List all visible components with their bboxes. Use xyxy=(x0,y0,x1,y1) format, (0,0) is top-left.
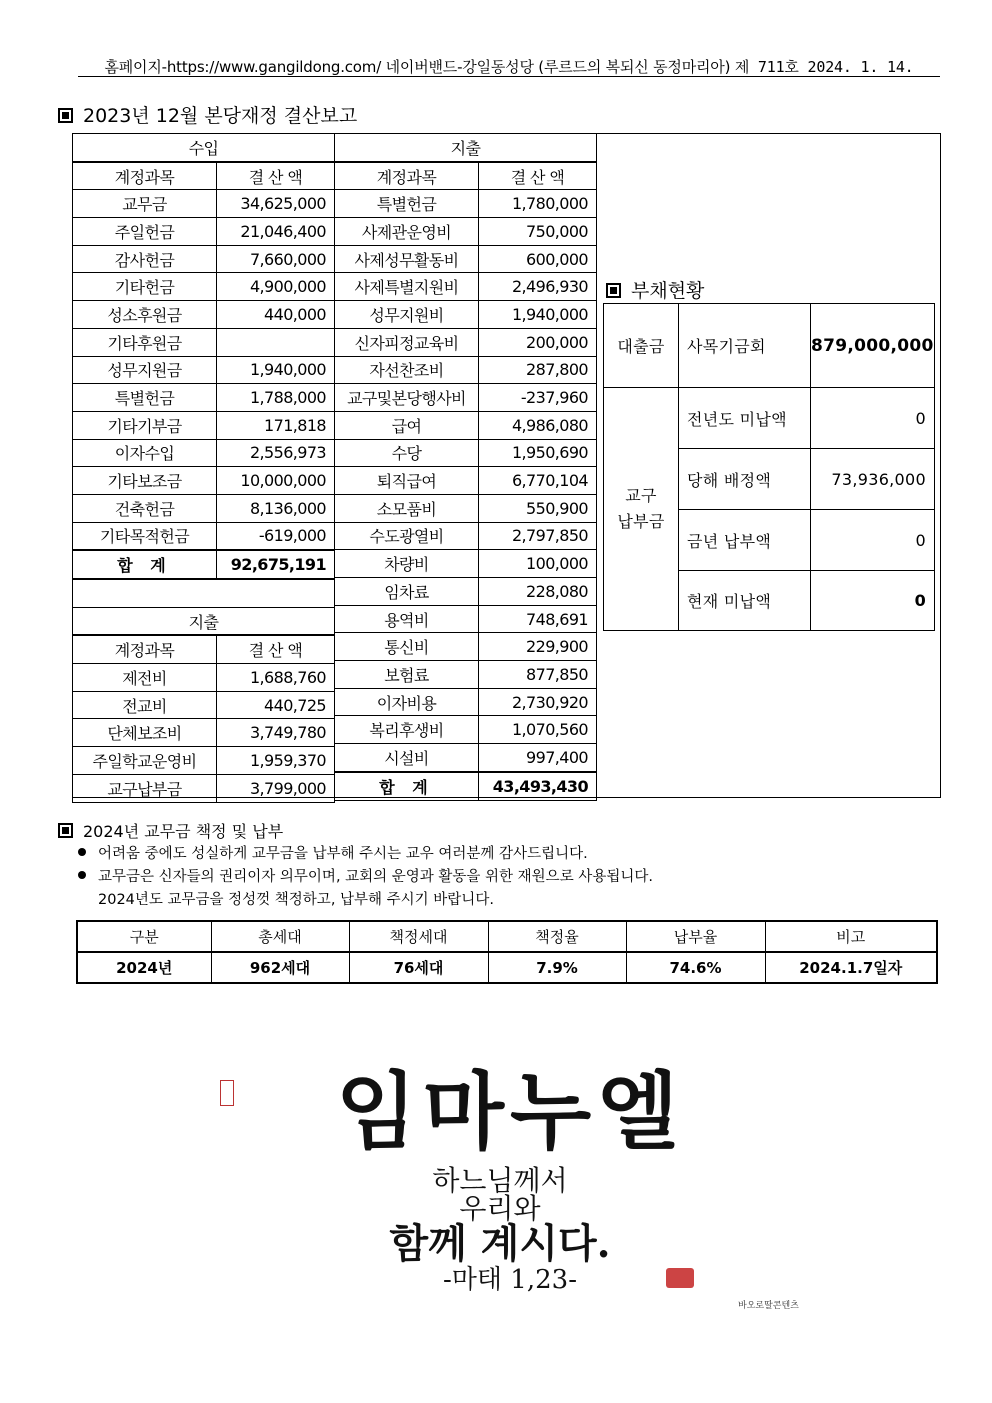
amount-cell: 1,070,560 xyxy=(479,716,597,744)
amount-cell: -619,000 xyxy=(217,522,335,550)
amount-cell: 171,818 xyxy=(217,411,335,439)
income-total-label: 합 계 xyxy=(73,550,217,579)
amount-cell: 1,780,000 xyxy=(479,190,597,218)
amount-cell: 34,625,000 xyxy=(217,190,335,218)
table-row xyxy=(73,245,335,273)
account-cell: 사제성무활동비 xyxy=(335,245,479,273)
account-cell: 전교비 xyxy=(73,691,217,719)
table-header-cell: 구분 xyxy=(77,921,211,952)
expense-table xyxy=(334,133,597,801)
account-cell: 급여 xyxy=(335,411,479,439)
table-row xyxy=(73,301,335,329)
loan-label: 대출금 xyxy=(604,304,679,388)
account-cell: 퇴직급여 xyxy=(335,467,479,495)
amount-cell: 229,900 xyxy=(479,633,597,661)
amount-cell: 440,000 xyxy=(217,301,335,329)
account-cell: 주일학교운영비 xyxy=(73,747,217,775)
account-cell: 복리후생비 xyxy=(335,716,479,744)
account-cell: 교구납부금 xyxy=(73,774,217,802)
table-row xyxy=(73,328,335,356)
table-row xyxy=(73,522,335,550)
expense-sub-header-row xyxy=(73,607,335,635)
account-cell: 기타헌금 xyxy=(73,273,217,301)
table-row xyxy=(335,744,597,772)
spacer-cell xyxy=(73,579,335,607)
account-cell: 성소후원금 xyxy=(73,301,217,329)
account-cell: 특별헌금 xyxy=(73,384,217,412)
table-header-cell: 총세대 xyxy=(211,921,349,952)
account-cell: 자선찬조비 xyxy=(335,356,479,384)
table-cell: 2024.1.7일자 xyxy=(765,952,937,983)
amount-cell: 3,749,780 xyxy=(217,719,335,747)
table-row xyxy=(335,716,597,744)
account-cell: 교구및본당행사비 xyxy=(335,384,479,412)
amount-cell: 440,725 xyxy=(217,691,335,719)
header-text: 홈페이지-https://www.gangildong.com/ 네이버밴드-강일동성당 (루르드의 복되신 동정마리아) xyxy=(104,58,731,76)
table-row xyxy=(73,494,335,522)
diocese-row-label: 금년 납부액 xyxy=(679,510,811,571)
amount-cell: 8,136,000 xyxy=(217,494,335,522)
calligraphy-line3: 함께 계시다. xyxy=(389,1220,611,1267)
amount-cell: 1,959,370 xyxy=(217,747,335,775)
amount-cell: 2,496,930 xyxy=(479,273,597,301)
table-row xyxy=(73,774,335,802)
amount-cell: 4,986,080 xyxy=(479,411,597,439)
list-item xyxy=(78,843,653,866)
account-cell: 차량비 xyxy=(335,550,479,578)
table-row xyxy=(335,550,597,578)
table-row xyxy=(335,328,597,356)
expense-sub-header: 지출 xyxy=(73,607,335,635)
col-amount: 결 산 액 xyxy=(217,635,335,663)
table-cell: 74.6% xyxy=(626,952,765,983)
col-account: 계정과목 xyxy=(73,162,217,190)
diocese-row-amount: 0 xyxy=(811,571,935,631)
diocese-row-amount: 0 xyxy=(811,388,935,449)
tithe-notes xyxy=(78,843,653,912)
diocese-row-amount: 73,936,000 xyxy=(811,449,935,510)
list-item xyxy=(78,866,653,889)
col-account: 계정과목 xyxy=(73,635,217,663)
square-bullet-icon xyxy=(58,108,73,123)
header-divider xyxy=(78,76,940,77)
amount-cell: 877,850 xyxy=(479,661,597,689)
account-cell: 소모품비 xyxy=(335,494,479,522)
tithe-table xyxy=(76,920,938,984)
table-row xyxy=(335,273,597,301)
report-title-text: 2023년 12월 본당재정 결산보고 xyxy=(83,105,358,127)
table-row xyxy=(73,439,335,467)
debt-title-text: 부채현황 xyxy=(631,280,705,302)
red-seal-icon xyxy=(666,1268,694,1288)
amount-cell: 287,800 xyxy=(479,356,597,384)
amount-cell: -237,960 xyxy=(479,384,597,412)
table-row xyxy=(335,439,597,467)
table-row xyxy=(73,356,335,384)
calligraphy-line2: 우리와 xyxy=(459,1192,541,1225)
amount-cell: 600,000 xyxy=(479,245,597,273)
report-title xyxy=(58,101,357,128)
amount-cell: 21,046,400 xyxy=(217,218,335,246)
amount-cell: 100,000 xyxy=(479,550,597,578)
table-header-cell: 비고 xyxy=(765,921,937,952)
spacer-row xyxy=(73,579,335,607)
table-row xyxy=(73,691,335,719)
col-amount: 결 산 액 xyxy=(217,162,335,190)
account-cell: 보험료 xyxy=(335,661,479,689)
bullet-text: 2024년도 교무금을 정성껏 책정하고, 납부해 주시기 바랍니다. xyxy=(98,892,494,908)
amount-cell: 10,000,000 xyxy=(217,467,335,495)
amount-cell: 997,400 xyxy=(479,744,597,772)
account-cell: 주일헌금 xyxy=(73,218,217,246)
account-cell: 기타기부금 xyxy=(73,411,217,439)
tithe-title xyxy=(58,819,283,842)
seal-stamp-icon xyxy=(220,1080,234,1106)
account-cell: 건축헌금 xyxy=(73,494,217,522)
account-cell: 임차료 xyxy=(335,578,479,606)
account-cell: 감사헌금 xyxy=(73,245,217,273)
account-cell: 이자비용 xyxy=(335,688,479,716)
amount-cell: 2,556,973 xyxy=(217,439,335,467)
calligraphy-art xyxy=(220,1062,780,1295)
diocese-row-label: 현재 미납액 xyxy=(679,571,811,631)
amount-cell: 1,788,000 xyxy=(217,384,335,412)
income-total-amount: 92,675,191 xyxy=(217,550,335,579)
table-row xyxy=(77,921,937,952)
page-header xyxy=(78,56,940,76)
col-account: 계정과목 xyxy=(335,162,479,190)
amount-cell: 1,950,690 xyxy=(479,439,597,467)
calligraphy-main: 임마누엘 xyxy=(335,1062,685,1161)
table-row xyxy=(335,688,597,716)
account-cell: 기타후원금 xyxy=(73,328,217,356)
diocese-row-amount: 0 xyxy=(811,510,935,571)
col-amount: 결 산 액 xyxy=(479,162,597,190)
table-row xyxy=(335,578,597,606)
income-header: 수입 xyxy=(73,134,335,162)
tithe-title-text: 2024년 교무금 책정 및 납부 xyxy=(83,822,284,841)
table-row xyxy=(73,747,335,775)
table-header-cell: 책정율 xyxy=(488,921,626,952)
table-header-cell: 책정세대 xyxy=(349,921,488,952)
amount-cell: 2,730,920 xyxy=(479,688,597,716)
issue-number: 제 711호 2024. 1. 14. xyxy=(734,58,914,76)
amount-cell xyxy=(217,328,335,356)
table-row xyxy=(335,467,597,495)
image-credit: 바오로딸콘텐츠 xyxy=(738,1301,799,1311)
table-row xyxy=(73,384,335,412)
expense-total-row xyxy=(335,772,597,800)
account-cell: 기타보조금 xyxy=(73,467,217,495)
amount-cell: 4,900,000 xyxy=(217,273,335,301)
amount-cell: 6,770,104 xyxy=(479,467,597,495)
amount-cell: 1,940,000 xyxy=(479,301,597,329)
loan-amount: 879,000,000 xyxy=(811,304,935,388)
bullet-dot-icon xyxy=(78,871,86,879)
bullet-dot-icon xyxy=(78,848,86,856)
table-row xyxy=(335,356,597,384)
amount-cell: 750,000 xyxy=(479,218,597,246)
calligraphy-line1: 하느님께서 xyxy=(432,1164,568,1197)
account-cell: 기타목적헌금 xyxy=(73,522,217,550)
table-row xyxy=(335,522,597,550)
table-row xyxy=(335,633,597,661)
account-cell: 신자피정교육비 xyxy=(335,328,479,356)
account-cell: 이자수입 xyxy=(73,439,217,467)
table-row xyxy=(73,218,335,246)
amount-cell: 1,688,760 xyxy=(217,664,335,692)
table-row xyxy=(73,635,335,663)
expense-total-label: 합 계 xyxy=(335,772,479,800)
table-row xyxy=(73,411,335,439)
square-bullet-icon xyxy=(606,283,621,298)
amount-cell: 550,900 xyxy=(479,494,597,522)
account-cell: 용역비 xyxy=(335,605,479,633)
account-cell: 성무지원비 xyxy=(335,301,479,329)
table-row xyxy=(73,664,335,692)
amount-cell: 1,940,000 xyxy=(217,356,335,384)
bullet-text: 교무금은 신자들의 권리이자 의무이며, 교회의 운영과 활동을 위한 재원으로 사용됩니다. xyxy=(98,869,653,885)
account-cell: 수당 xyxy=(335,439,479,467)
account-cell: 통신비 xyxy=(335,633,479,661)
table-row xyxy=(335,411,597,439)
table-row xyxy=(73,273,335,301)
table-cell: 76세대 xyxy=(349,952,488,983)
table-row xyxy=(335,384,597,412)
debt-table xyxy=(603,303,935,631)
account-cell: 교무금 xyxy=(73,190,217,218)
table-row xyxy=(77,952,937,983)
table-row xyxy=(335,218,597,246)
expense-total-amount: 43,493,430 xyxy=(479,772,597,800)
debt-title xyxy=(606,276,704,303)
calligraphy-ref: -마태 1,23- xyxy=(443,1265,577,1295)
diocese-label: 교구 납부금 xyxy=(604,388,679,631)
amount-cell: 2,797,850 xyxy=(479,522,597,550)
list-item xyxy=(78,889,653,912)
income-total-row xyxy=(73,550,335,579)
diocese-row-label: 당해 배정액 xyxy=(679,449,811,510)
amount-cell: 228,080 xyxy=(479,578,597,606)
amount-cell: 3,799,000 xyxy=(217,774,335,802)
table-row xyxy=(335,245,597,273)
account-cell: 단체보조비 xyxy=(73,719,217,747)
table-row xyxy=(73,467,335,495)
diocese-row-label: 전년도 미납액 xyxy=(679,388,811,449)
loan-source: 사목기금회 xyxy=(679,304,811,388)
table-row xyxy=(335,301,597,329)
table-cell: 7.9% xyxy=(488,952,626,983)
table-row xyxy=(335,494,597,522)
account-cell: 제전비 xyxy=(73,664,217,692)
table-row xyxy=(335,605,597,633)
table-row xyxy=(335,190,597,218)
table-cell: 2024년 xyxy=(77,952,211,983)
table-cell: 962세대 xyxy=(211,952,349,983)
account-cell: 성무지원금 xyxy=(73,356,217,384)
table-row xyxy=(73,719,335,747)
account-cell: 특별헌금 xyxy=(335,190,479,218)
account-cell: 사제특별지원비 xyxy=(335,273,479,301)
amount-cell: 7,660,000 xyxy=(217,245,335,273)
amount-cell: 748,691 xyxy=(479,605,597,633)
expense-header: 지출 xyxy=(335,134,597,162)
account-cell: 수도광열비 xyxy=(335,522,479,550)
table-header-cell: 납부율 xyxy=(626,921,765,952)
table-row xyxy=(73,190,335,218)
table-row xyxy=(335,661,597,689)
square-bullet-icon xyxy=(58,823,73,838)
account-cell: 시설비 xyxy=(335,744,479,772)
account-cell: 사제관운영비 xyxy=(335,218,479,246)
bullet-text: 어려움 중에도 성실하게 교무금을 납부해 주시는 교우 여러분께 감사드립니다. xyxy=(98,846,588,862)
income-table xyxy=(72,133,335,803)
amount-cell: 200,000 xyxy=(479,328,597,356)
